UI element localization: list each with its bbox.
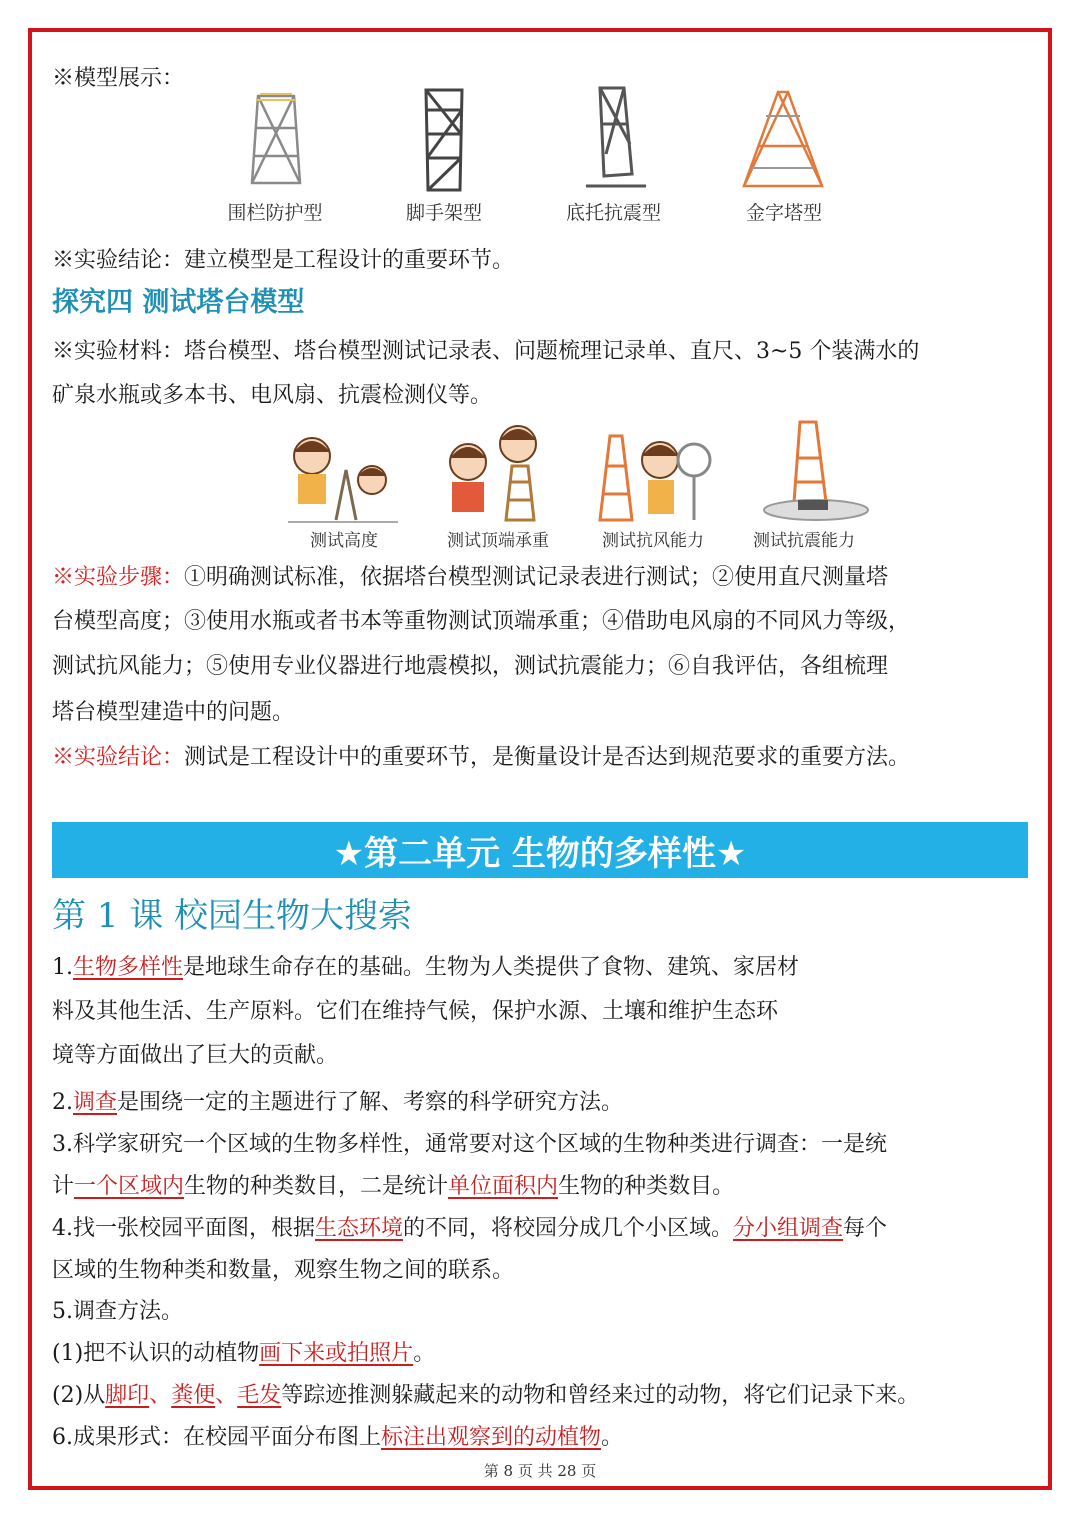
p4-line-2: 区域的生物种类和数量，观察生物之间的联系。 <box>52 1258 515 1283</box>
test-caption-load: 测试顶端承重 <box>447 531 549 551</box>
steps-line-3: 测试抗风能力；⑤使用专业仪器进行地震模拟，测试抗震能力；⑥自我评估，各组梳理 <box>52 654 889 679</box>
test-load-illustration <box>440 420 552 526</box>
p3-text-c: 生物的种类数目。 <box>558 1174 735 1199</box>
p5-s2-text: (2)从 <box>52 1383 106 1408</box>
p6-text-2: 。 <box>601 1425 624 1450</box>
test-quake-illustration <box>760 418 872 526</box>
unit-banner: ★第二单元 生物的多样性★ <box>52 822 1028 878</box>
p5-s2-rest: 等踪迹推测躲藏起来的动物和曾经来过的动物，将它们记录下来。 <box>281 1383 920 1408</box>
model-base-figure <box>580 84 652 194</box>
materials-line-1: ※实验材料：塔台模型、塔台模型测试记录表、问题梳理记录单、直尺、3~5 个装满水的 <box>52 339 920 364</box>
p5-s2-sep-1: 、 <box>149 1383 172 1408</box>
models-conclusion: ※实验结论：建立模型是工程设计的重要环节。 <box>52 248 515 273</box>
p4-line-1 <box>52 1214 887 1244</box>
p1-line-1 <box>52 953 799 983</box>
test-caption-wind: 测试抗风能力 <box>602 531 704 551</box>
section-heading-explore4: 探究四 测试塔台模型 <box>52 287 305 318</box>
test-conclusion <box>52 743 910 773</box>
p4-key-2: 分小组调查 <box>733 1216 844 1241</box>
test-caption-quake: 测试抗震能力 <box>753 531 855 551</box>
p4-text-c: 每个 <box>843 1216 888 1241</box>
p5-s2-key-3: 毛发 <box>237 1383 282 1408</box>
p3-line-2 <box>52 1172 734 1202</box>
model-fence-figure <box>236 88 316 193</box>
p6-key: 标注出观察到的动植物 <box>381 1425 602 1450</box>
test-caption-height: 测试高度 <box>310 531 378 551</box>
steps-line-2: 台模型高度；③使用水瓶或者书本等重物测试顶端承重；④借助电风扇的不同风力等级， <box>52 609 911 634</box>
steps-text-1: ①明确测试标准，依据塔台模型测试记录表进行测试；②使用直尺测量塔 <box>184 565 889 590</box>
p5-s2-key-1: 脚印 <box>105 1383 150 1408</box>
model-caption-scaffold: 脚手架型 <box>405 202 482 224</box>
p5-line-2 <box>52 1339 435 1369</box>
p5-s2-sep-2: 、 <box>215 1383 238 1408</box>
p3-text-b: 生物的种类数目，二是统计 <box>184 1174 449 1199</box>
p3-key-2: 单位面积内 <box>448 1174 559 1199</box>
p4-text-a: 4.找一张校园平面图，根据 <box>52 1216 315 1241</box>
p5-s2-key-2: 粪便 <box>171 1383 216 1408</box>
p3-text-a: 计 <box>52 1174 75 1199</box>
p3-key-1: 一个区域内 <box>74 1174 185 1199</box>
materials-line-2: 矿泉水瓶或多本书、电风扇、抗震检测仪等。 <box>52 383 493 408</box>
p2-text: 是围绕一定的主题进行了解、考察的科学研究方法。 <box>117 1090 624 1115</box>
page-footer: 第 8 页 共 28 页 <box>483 1462 597 1480</box>
steps-line-1 <box>52 563 888 593</box>
steps-label: ※实验步骤： <box>52 565 185 590</box>
p2-key: 调查 <box>73 1090 118 1115</box>
model-caption-pyramid: 金字塔型 <box>745 202 822 224</box>
test-height-illustration <box>284 430 402 526</box>
p1-line-3: 境等方面做出了巨大的贡献。 <box>52 1043 339 1068</box>
conclusion-label: ※实验结论： <box>52 745 185 770</box>
p1-key: 生物多样性 <box>73 955 184 980</box>
model-scaffold-figure <box>414 86 474 194</box>
p6-text-1: 6.成果形式：在校园平面分布图上 <box>52 1425 381 1450</box>
steps-line-4: 塔台模型建造中的问题。 <box>52 700 295 725</box>
p1-num: 1. <box>52 955 73 980</box>
p5-s1-key: 画下来或拍照片 <box>259 1341 414 1366</box>
p1-text-1: 是地球生命存在的基础。生物为人类提供了食物、建筑、家居材 <box>183 955 800 980</box>
p5-line-3 <box>52 1381 919 1411</box>
p4-text-b: 的不同，将校园分成几个小区域。 <box>403 1216 734 1241</box>
p6-line <box>52 1423 623 1453</box>
p3-line-1: 3.科学家研究一个区域的生物多样性，通常要对这个区域的生物种类进行调查：一是统 <box>52 1132 887 1157</box>
p2-num: 2. <box>52 1090 73 1115</box>
test-wind-illustration <box>594 424 714 526</box>
p5-s1-text: (1)把不认识的动植物 <box>52 1341 260 1366</box>
model-caption-fence: 围栏防护型 <box>227 202 323 224</box>
model-caption-base: 底托抗震型 <box>565 202 661 224</box>
conclusion-text: 测试是工程设计中的重要环节，是衡量设计是否达到规范要求的重要方法。 <box>184 745 911 770</box>
p4-key-1: 生态环境 <box>315 1216 404 1241</box>
model-pyramid-figure <box>736 86 830 194</box>
models-label: ※模型展示： <box>52 66 185 91</box>
p5-line-1: 5.调查方法。 <box>52 1299 183 1324</box>
p1-line-2: 料及其他生活、生产原料。它们在维持气候，保护水源、土壤和维护生态环 <box>52 999 779 1024</box>
lesson-title: 第 1 课 校园生物大搜索 <box>52 896 413 936</box>
p5-s1-end: 。 <box>413 1341 436 1366</box>
p2-line <box>52 1088 623 1118</box>
